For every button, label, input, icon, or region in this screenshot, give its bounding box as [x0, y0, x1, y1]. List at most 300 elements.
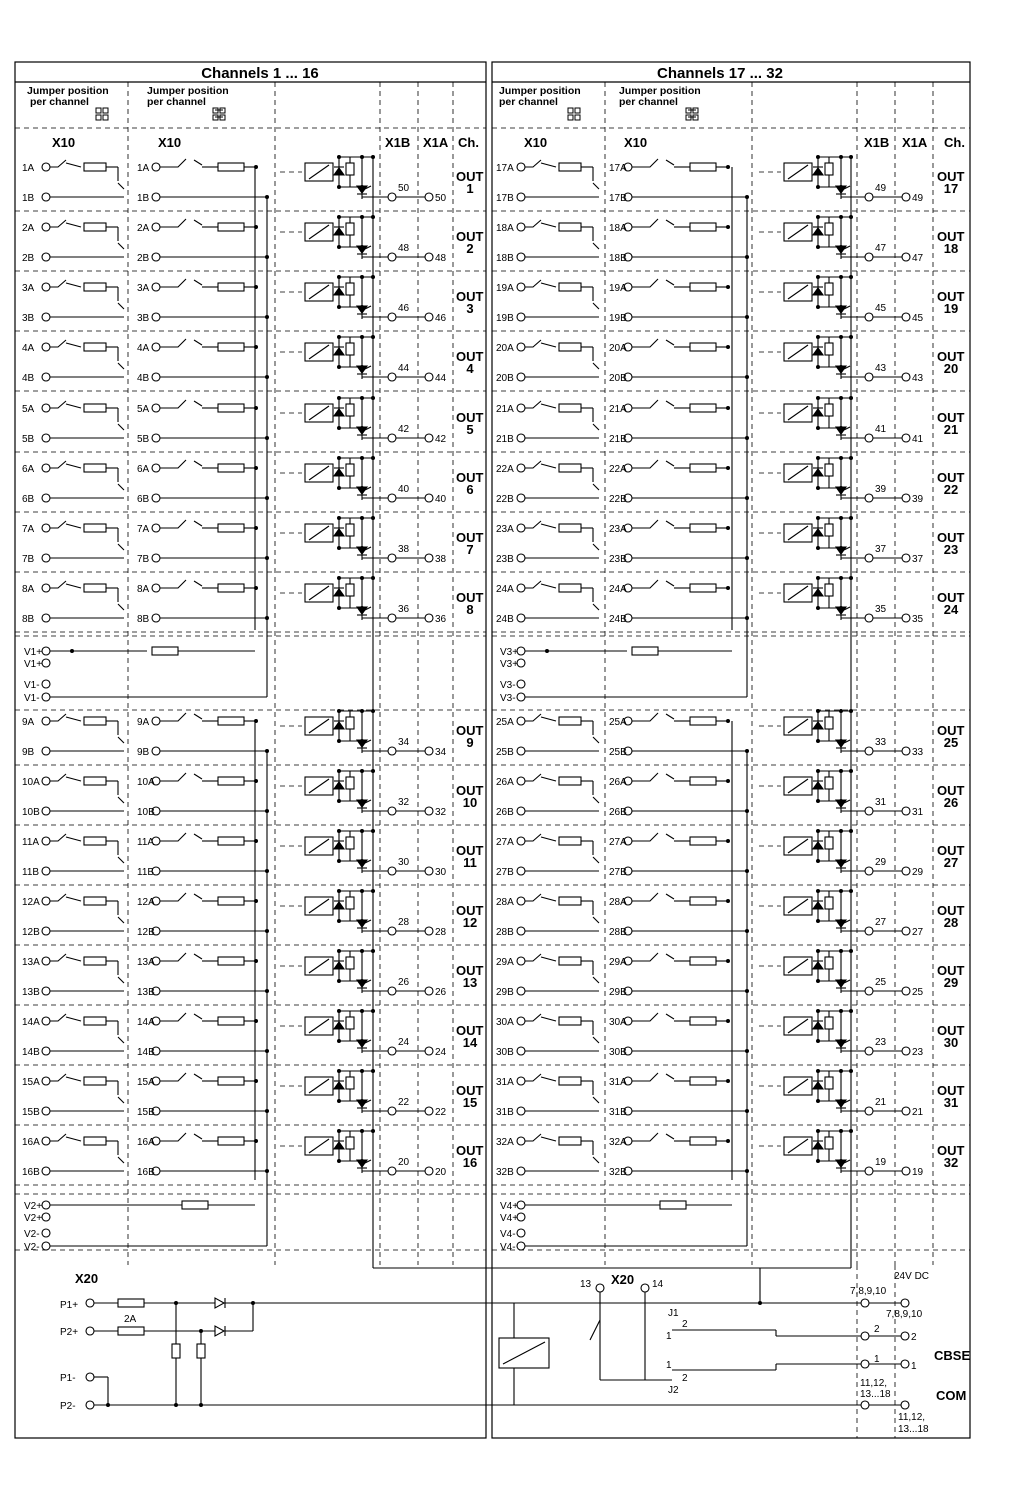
junction-dot [839, 919, 843, 923]
fuse-icon [690, 1137, 716, 1145]
terminal-icon [42, 1167, 50, 1175]
x1a-pin-label: 24 [435, 1047, 447, 1058]
fuse-icon [559, 837, 581, 845]
supply-label: V2- [24, 1229, 40, 1240]
terminal-icon [861, 1360, 869, 1368]
resistor-icon [346, 1077, 354, 1089]
terminal-icon [388, 1107, 396, 1115]
terminal-icon [865, 614, 873, 622]
junction-dot [726, 466, 730, 470]
junction-dot [726, 899, 730, 903]
channel-number: 15 [462, 1095, 478, 1110]
terminal-icon [517, 1167, 525, 1175]
terminal-icon [388, 434, 396, 442]
terminal-label: 32B [496, 1167, 514, 1178]
terminal-icon [865, 313, 873, 321]
terminal-icon [902, 927, 910, 935]
terminal-label: 10A [137, 777, 155, 788]
switch-icon [194, 340, 202, 345]
out-label: OUT [937, 963, 965, 978]
terminal-label: 29A [609, 957, 627, 968]
switch-icon [118, 604, 124, 610]
channel-number: 13 [462, 975, 478, 990]
switch-icon [160, 713, 186, 721]
channel-number: 18 [943, 241, 959, 256]
resistor-icon [346, 837, 354, 849]
terminal-label: 28A [609, 897, 627, 908]
junction-dot [816, 185, 820, 189]
x1b-pin-label: 21 [875, 1097, 887, 1108]
terminal-label: 31A [496, 1077, 514, 1088]
switch-icon [666, 220, 674, 225]
switch-icon [160, 580, 186, 588]
junction-dot [337, 305, 341, 309]
terminal-label: 8B [22, 614, 35, 625]
junction-dot [360, 606, 364, 610]
fuse-icon [218, 524, 244, 532]
switch-icon [593, 917, 599, 923]
terminal-label: 30B [496, 1047, 514, 1058]
resistor-icon [825, 283, 833, 295]
x20-label-right: X20 [611, 1272, 635, 1287]
terminal-icon [152, 524, 160, 532]
diode-icon [334, 469, 344, 476]
terminal-icon [42, 193, 50, 201]
channel-number: 23 [943, 542, 959, 557]
terminal-label: 5A [137, 404, 150, 415]
channel-number: 27 [943, 855, 959, 870]
terminal-label: 28B [609, 927, 627, 938]
switch-icon [632, 400, 658, 408]
x1a-pin-label: 42 [435, 434, 447, 445]
terminal-icon [902, 1107, 910, 1115]
x1b-pin-label: 27 [875, 917, 887, 928]
switch-icon [50, 340, 66, 347]
terminal-icon [42, 1107, 50, 1115]
terminal-icon [388, 1167, 396, 1175]
out-label: OUT [456, 169, 484, 184]
terminal-label: 22A [496, 464, 514, 475]
fuse-icon [218, 163, 244, 171]
junction-dot [816, 486, 820, 490]
junction-dot [360, 546, 364, 550]
terminal-icon [42, 554, 50, 562]
switch-icon [666, 401, 674, 406]
terminal-icon [152, 554, 160, 562]
out-label: OUT [937, 410, 965, 425]
channel-number: 31 [943, 1095, 959, 1110]
fuse-icon [690, 343, 716, 351]
fuse-icon [690, 837, 716, 845]
switch-icon [632, 1073, 658, 1081]
switch-icon [666, 280, 674, 285]
junction-dot [337, 606, 341, 610]
fuse-icon [84, 524, 106, 532]
fuse-rating-label: 2A [124, 1314, 137, 1325]
switch-icon [593, 1097, 599, 1103]
terminal-icon [152, 283, 160, 291]
terminal-icon [425, 867, 433, 875]
terminal-label: 6B [22, 494, 35, 505]
diode-icon [813, 1082, 823, 1089]
terminal-label: 7A [137, 524, 150, 535]
terminal-icon [517, 927, 525, 935]
terminal-icon [42, 647, 50, 655]
x1b-pin-label: 32 [398, 797, 410, 808]
resistor-icon [825, 837, 833, 849]
switch-icon [194, 774, 202, 779]
channel-number: 3 [466, 301, 474, 316]
junction-dot [816, 305, 820, 309]
terminal-icon [388, 313, 396, 321]
terminal-icon [152, 614, 160, 622]
junction-dot [106, 1403, 110, 1407]
out-label: OUT [456, 590, 484, 605]
supply-label: V2+ [24, 1201, 43, 1212]
terminal-label: 3B [22, 313, 35, 324]
out-label: OUT [937, 843, 965, 858]
terminal-label: 25A [496, 717, 514, 728]
terminal-label: 30A [609, 1017, 627, 1028]
terminal-label: 31B [609, 1107, 627, 1118]
x1b-pin-label: 30 [398, 857, 410, 868]
terminal-icon [42, 867, 50, 875]
diode-icon [334, 1142, 344, 1149]
terminal-icon [425, 987, 433, 995]
terminal-icon [517, 987, 525, 995]
x1a-pin-label: 30 [435, 867, 447, 878]
wire [66, 837, 81, 841]
label-13-18-x1b: 13...18 [860, 1389, 891, 1400]
wire [66, 343, 81, 347]
x10-header-2: X10 [158, 135, 182, 150]
terminal-icon [86, 1373, 94, 1381]
resistor-icon [346, 524, 354, 536]
out-label: OUT [456, 1023, 484, 1038]
terminal-label: 7B [22, 554, 35, 565]
label-7-10-x1b: 7,8,9,10 [850, 1286, 887, 1297]
resistor-icon [346, 223, 354, 235]
channel-number: 14 [462, 1035, 478, 1050]
terminal-label: 21A [496, 404, 514, 415]
switch-icon [632, 893, 658, 901]
switch-icon [194, 954, 202, 959]
x1b-pin-label: 48 [398, 243, 410, 254]
ch-header-left: Ch. [458, 135, 479, 150]
terminal-icon [517, 867, 525, 875]
terminal-label: 8B [137, 614, 150, 625]
terminal-icon [388, 373, 396, 381]
junction-dot [839, 365, 843, 369]
channel-number: 7 [466, 542, 474, 557]
switch-icon [194, 461, 202, 466]
wire [541, 1017, 556, 1021]
terminal-label: 28A [496, 897, 514, 908]
wire [541, 283, 556, 287]
terminal-icon [517, 897, 525, 905]
diode-icon [813, 228, 823, 235]
fuse-icon [559, 1017, 581, 1025]
x1b-pin-label: 38 [398, 544, 410, 555]
terminal-icon [42, 837, 50, 845]
diode-icon [813, 1022, 823, 1029]
x1a-pin-label: 32 [435, 807, 447, 818]
resistor-icon [346, 717, 354, 729]
terminal-icon [425, 313, 433, 321]
terminal-icon [152, 163, 160, 171]
terminal-icon [42, 1047, 50, 1055]
x1b-pin-label: 50 [398, 183, 410, 194]
terminal-label: 16A [22, 1137, 40, 1148]
switch-icon [50, 521, 66, 528]
junction-dot [839, 606, 843, 610]
terminal-label: 20A [496, 343, 514, 354]
terminal-icon [517, 1017, 525, 1025]
terminal-icon [517, 373, 525, 381]
diode-icon [334, 902, 344, 909]
out-label: OUT [937, 590, 965, 605]
junction-dot [758, 1301, 762, 1305]
diode-icon [334, 722, 344, 729]
fuse-icon [218, 404, 244, 412]
junction-dot [839, 859, 843, 863]
terminal-label: 7B [137, 554, 150, 565]
terminal-icon [86, 1299, 94, 1307]
terminal-label: 32B [609, 1167, 627, 1178]
switch-icon [118, 484, 124, 490]
switch-icon [160, 773, 186, 781]
switch-icon [666, 160, 674, 165]
wire [541, 837, 556, 841]
switch-icon [118, 183, 124, 189]
x1b-pin-label: 49 [875, 183, 887, 194]
resistor-icon [346, 584, 354, 596]
terminal-icon [425, 1167, 433, 1175]
terminal-label: 27A [609, 837, 627, 848]
switch-icon [666, 461, 674, 466]
channel-number: 20 [943, 361, 959, 376]
fuse-icon [559, 584, 581, 592]
out-label: OUT [456, 410, 484, 425]
terminal-label: 7A [22, 524, 35, 535]
diode-icon [334, 348, 344, 355]
junction-dot [839, 1159, 843, 1163]
x1a-pin-label: 26 [435, 987, 447, 998]
terminal-icon [861, 1332, 869, 1340]
resistor-icon [346, 464, 354, 476]
switch-icon [118, 544, 124, 550]
fuse-icon [84, 717, 106, 725]
switch-icon [525, 340, 541, 347]
resistor-icon [825, 1077, 833, 1089]
terminal-label: 31A [609, 1077, 627, 1088]
terminal-label: 18A [609, 223, 627, 234]
x1b-pin-1: 1 [874, 1354, 880, 1365]
terminal-label: 5B [22, 434, 35, 445]
switch-icon [632, 460, 658, 468]
switch-icon [50, 1014, 66, 1021]
switch-icon [160, 279, 186, 287]
terminal-icon [517, 464, 525, 472]
terminal-label: 16B [22, 1167, 40, 1178]
switch-icon [194, 280, 202, 285]
terminal-icon [42, 747, 50, 755]
switch-icon [50, 1134, 66, 1141]
terminal-label: 2A [137, 223, 150, 234]
resistor-icon [346, 343, 354, 355]
x1b-pin-label: 41 [875, 424, 887, 435]
fuse-icon [218, 464, 244, 472]
junction-dot [726, 285, 730, 289]
supply-label: V2- [24, 1242, 40, 1253]
out-label: OUT [456, 723, 484, 738]
resistor-icon [346, 283, 354, 295]
fuse-icon [84, 584, 106, 592]
junction-dot [360, 185, 364, 189]
junction-dot [360, 799, 364, 803]
terminal-label: 27A [496, 837, 514, 848]
terminal-icon [865, 1107, 873, 1115]
resistor-icon [825, 1137, 833, 1149]
out-label: OUT [937, 783, 965, 798]
x1a-pin-2: 2 [911, 1332, 917, 1343]
channel-number: 19 [943, 301, 959, 316]
terminal-icon [517, 1137, 525, 1145]
switch-icon [194, 1014, 202, 1019]
out-label: OUT [456, 289, 484, 304]
terminal-icon [865, 554, 873, 562]
diode-icon [813, 469, 823, 476]
wire [541, 163, 556, 167]
terminal-icon [152, 223, 160, 231]
junction-dot [726, 586, 730, 590]
wire [66, 464, 81, 468]
terminal-icon [517, 434, 525, 442]
channel-number: 29 [943, 975, 959, 990]
terminal-icon [596, 1284, 604, 1292]
ch-header-right: Ch. [944, 135, 965, 150]
resistor-icon [825, 717, 833, 729]
fuse-icon [84, 1017, 106, 1025]
fuse-icon [218, 1077, 244, 1085]
terminal-label: 16A [137, 1137, 155, 1148]
terminal-label: 22B [609, 494, 627, 505]
label-11-12-x1b: 11,12, [860, 1378, 888, 1389]
fuse-icon [660, 1201, 686, 1209]
junction-dot [816, 979, 820, 983]
switch-icon [50, 401, 66, 408]
terminal-label: 2A [22, 223, 35, 234]
switch-icon [593, 303, 599, 309]
terminal-label: 5A [22, 404, 35, 415]
fuse-icon [559, 777, 581, 785]
terminal-label: 1B [137, 193, 150, 204]
fuse-icon [218, 584, 244, 592]
junction-dot [839, 546, 843, 550]
switch-icon [593, 424, 599, 430]
supply-label: V1- [24, 693, 40, 704]
terminal-label: 26A [496, 777, 514, 788]
terminal-label: 26A [609, 777, 627, 788]
terminal-label: 19A [496, 283, 514, 294]
terminal-icon [42, 163, 50, 171]
terminal-icon [152, 343, 160, 351]
fuse-icon [84, 163, 106, 171]
fuse-icon [559, 717, 581, 725]
switch-icon [525, 461, 541, 468]
terminal-icon [42, 1242, 50, 1250]
out-label: OUT [456, 229, 484, 244]
terminal-icon [42, 1201, 50, 1209]
terminal-icon [865, 193, 873, 201]
junction-dot [726, 779, 730, 783]
junction-dot [360, 486, 364, 490]
terminal-icon [861, 1401, 869, 1409]
terminal-icon [42, 1017, 50, 1025]
terminal-icon [425, 193, 433, 201]
com-label: COM [936, 1388, 967, 1403]
terminal-icon [902, 1047, 910, 1055]
switch-icon [160, 833, 186, 841]
p1m-label: P1- [60, 1373, 76, 1384]
switch-icon [50, 834, 66, 841]
junction-dot [816, 1039, 820, 1043]
junction-dot [726, 719, 730, 723]
diode-icon [215, 1326, 224, 1336]
channel-number: 11 [463, 855, 477, 870]
wire [66, 717, 81, 721]
fuse-icon [690, 404, 716, 412]
fuse-icon [152, 647, 178, 655]
channel-number: 30 [943, 1035, 959, 1050]
junction-dot [70, 649, 74, 653]
x1b-pin-label: 26 [398, 977, 410, 988]
x1b-pin-label: 39 [875, 484, 887, 495]
x1a-pin-label: 40 [435, 494, 447, 505]
terminal-icon [902, 253, 910, 261]
x1a-pin-label: 23 [912, 1047, 924, 1058]
fuse-icon [118, 1327, 144, 1335]
switch-icon [632, 1133, 658, 1141]
diode-icon [813, 962, 823, 969]
junction-dot [726, 225, 730, 229]
junction-dot [337, 546, 341, 550]
terminal-label: 12A [137, 897, 155, 908]
fuse-icon [690, 957, 716, 965]
fuse-icon [84, 223, 106, 231]
label-13-18-x1a: 13...18 [898, 1424, 929, 1435]
switch-icon [632, 833, 658, 841]
terminal-icon [388, 193, 396, 201]
terminal-label: 8A [22, 584, 35, 595]
junction-dot [360, 739, 364, 743]
diode-icon [334, 842, 344, 849]
switch-icon [666, 340, 674, 345]
switch-icon [525, 220, 541, 227]
switch-icon [194, 894, 202, 899]
terminal-icon [152, 313, 160, 321]
switch-icon [593, 1037, 599, 1043]
label-24v-dc: 24V DC [894, 1271, 930, 1282]
wire [541, 1137, 556, 1141]
terminal-icon [902, 313, 910, 321]
fuse-icon [218, 777, 244, 785]
x1b-pin-2: 2 [874, 1324, 880, 1335]
fuse-icon [690, 1017, 716, 1025]
terminal-label: 1A [137, 163, 150, 174]
resistor-icon [825, 1017, 833, 1029]
diode-icon [813, 902, 823, 909]
